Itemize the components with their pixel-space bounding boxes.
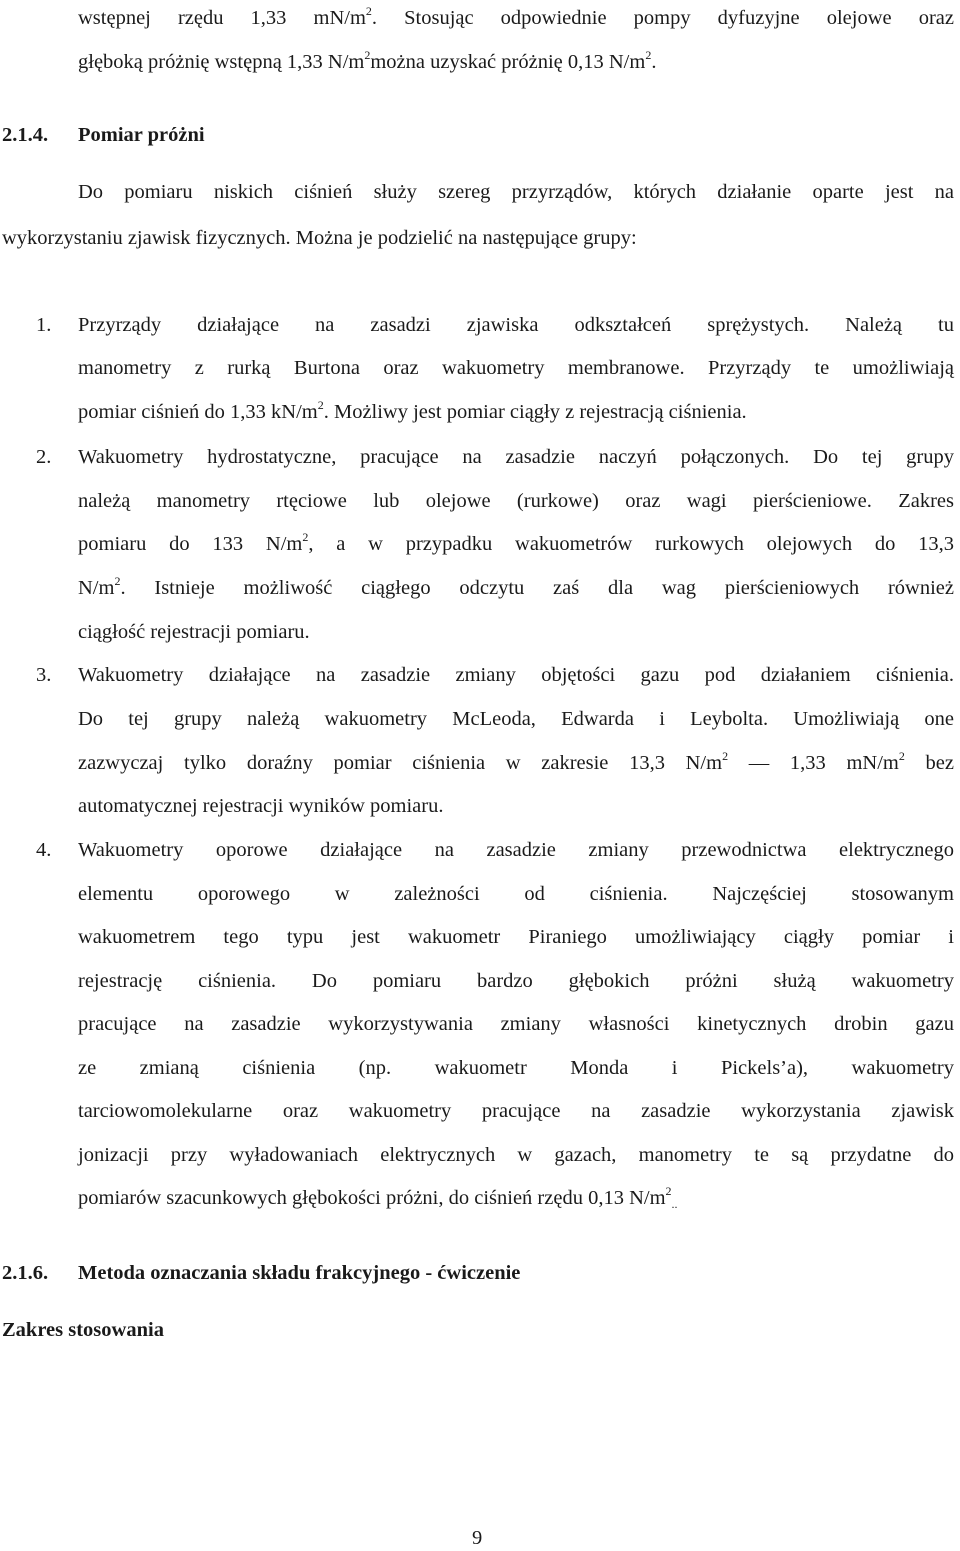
list-item-line [78,447,954,468]
subheading: Zakres stosowania [2,1319,164,1341]
list-text: pomiar ciśnień do 1,33 kN/m [78,401,318,423]
list-text: . Istnieje możliwość ciągłego odczytu zaś dla wag pierścieniowych również [120,577,954,599]
list-number: 3. [36,664,52,686]
superscript: 2 [364,48,371,62]
section-heading-214 [2,124,205,146]
list-text: Wakuometry oporowe działające na zasadzie zmiany przewodnictwa elektrycznego [78,839,954,861]
section-number: 2.1.4. [2,124,49,146]
list-item-line [78,398,747,423]
paragraph-line [2,228,637,249]
superscript: 2 [114,574,121,588]
superscript: 2 [302,530,309,544]
list-text: . Możliwy jest pomiar ciągły z rejestracją ciśnienia. [323,401,747,423]
intro-line-2 [78,48,657,73]
section-heading-216 [2,1262,521,1284]
list-item-line [78,315,954,336]
list-item-line [78,1145,954,1166]
list-text: ze zmianą ciśnienia (np. wakuometr Monda i Pickels’a), wakuometry [78,1057,954,1079]
list-item-line [78,622,310,643]
list-item-line [78,530,955,555]
list-number: 4. [36,839,52,861]
superscript: 2 [317,398,324,412]
list-item-line [78,574,954,599]
list-item-line [78,491,954,512]
range-dash: — [748,752,770,774]
list-text: Wakuometry działające na zasadzie zmiany objętości gazu pod działaniem ciśnienia. [78,664,954,686]
list-text: manometry z rurką Burtona oraz wakuometry membranowe. Przyrządy te umożliwiają [78,357,954,379]
list-text: 1,33 mN/m [789,752,899,774]
list-item-line [78,971,954,992]
list-text: rejestrację ciśnienia. Do pomiaru bardzo głębokich próżni służą wakuometry [78,970,954,992]
list-text: jonizacji przy wyładowaniach elektrycznych w gazach, manometry te są przydatne do [78,1144,954,1166]
paragraph-line [78,182,954,203]
list-item-line [78,927,954,948]
list-item-line [78,840,954,861]
list-text: elementu oporowego w zależności od ciśnienia. Najczęściej stosowanym [78,883,954,905]
list-text: zazwyczaj tylko doraźny pomiar ciśnienia w zakresie 13,3 N/m [78,752,723,774]
list-item-line [78,1184,678,1211]
superscript: 2 [898,749,905,763]
list-number: 2. [36,446,52,468]
intro-text: można uzyskać próżnię 0,13 N/m [370,51,646,73]
list-text: Wakuometry hydrostatyczne, pracujące na zasadzie naczyń połączonych. Do tej grupy [78,446,954,468]
list-number: 1. [36,314,52,336]
list-item-line [78,884,954,905]
page-number: 9 [472,1527,483,1549]
list-text: ciągłość rejestracji pomiaru. [78,621,310,643]
list-text: tarciowomolekularne oraz wakuometry pracujące na zasadzie wykorzystania zjawisk [78,1100,954,1122]
superscript: 2 [645,48,652,62]
list-text: automatycznej rejestracji wyników pomiaru. [78,795,444,817]
list-text: pomiarów szacunkowych głębokości próżni, do ciśnień rzędu 0,13 N/m [78,1187,666,1209]
list-text: pracujące na zasadzie wykorzystywania zmiany własności kinetycznych drobin gazu [78,1013,954,1035]
intro-text: wstępnej rzędu 1,33 mN/m [78,7,366,29]
list-text: wakuometrem tego typu jest wakuometr Piraniego umożliwiający ciągły pomiar i [78,926,954,948]
list-item-line [78,1058,954,1079]
section-title: Pomiar próżni [78,124,205,146]
list-text: bez [925,752,954,774]
list-item-line [78,665,954,686]
list-text: należą manometry rtęciowe lub olejowe (rurkowe) oraz wagi pierścieniowe. Zakres [78,490,954,512]
list-item-line [78,1014,954,1035]
superscript: 2 [722,749,729,763]
list-text: N/m [78,577,115,599]
list-text: Do tej grupy należą wakuometry McLeoda, Edwarda i Leybolta. Umożliwiają one [78,708,954,730]
intro-text: . [651,51,657,73]
intro-text: . Stosując odpowiednie pompy dyfuzyjne olejowe oraz [371,7,954,29]
subscript: .. [671,1197,678,1211]
paragraph-text: wykorzystaniu zjawisk fizycznych. Można je podzielić na następujące grupy: [2,227,637,249]
paragraph-text: Do pomiaru niskich ciśnień służy szereg przyrządów, których działanie oparte jest na [78,181,954,203]
list-text: , a w przypadku wakuometrów rurkowych olejowych do 13,3 [308,533,955,555]
section-number: 2.1.6. [2,1262,49,1284]
list-item-line [78,749,954,774]
intro-text: głęboką próżnię wstępną 1,33 N/m [78,51,365,73]
list-item-line [78,358,954,379]
section-title: Metoda oznaczania składu frakcyjnego - ćwiczenie [78,1262,521,1284]
list-text: pomiaru do 133 N/m [78,533,303,555]
superscript: 2 [665,1184,672,1198]
list-item-line [78,796,443,817]
intro-line-1 [78,4,954,29]
list-item-line [78,709,954,730]
list-item-line [78,1101,954,1122]
superscript: 2 [365,4,372,18]
list-text: Przyrządy działające na zasadzi zjawiska odkształceń sprężystych. Należą tu [78,314,954,336]
